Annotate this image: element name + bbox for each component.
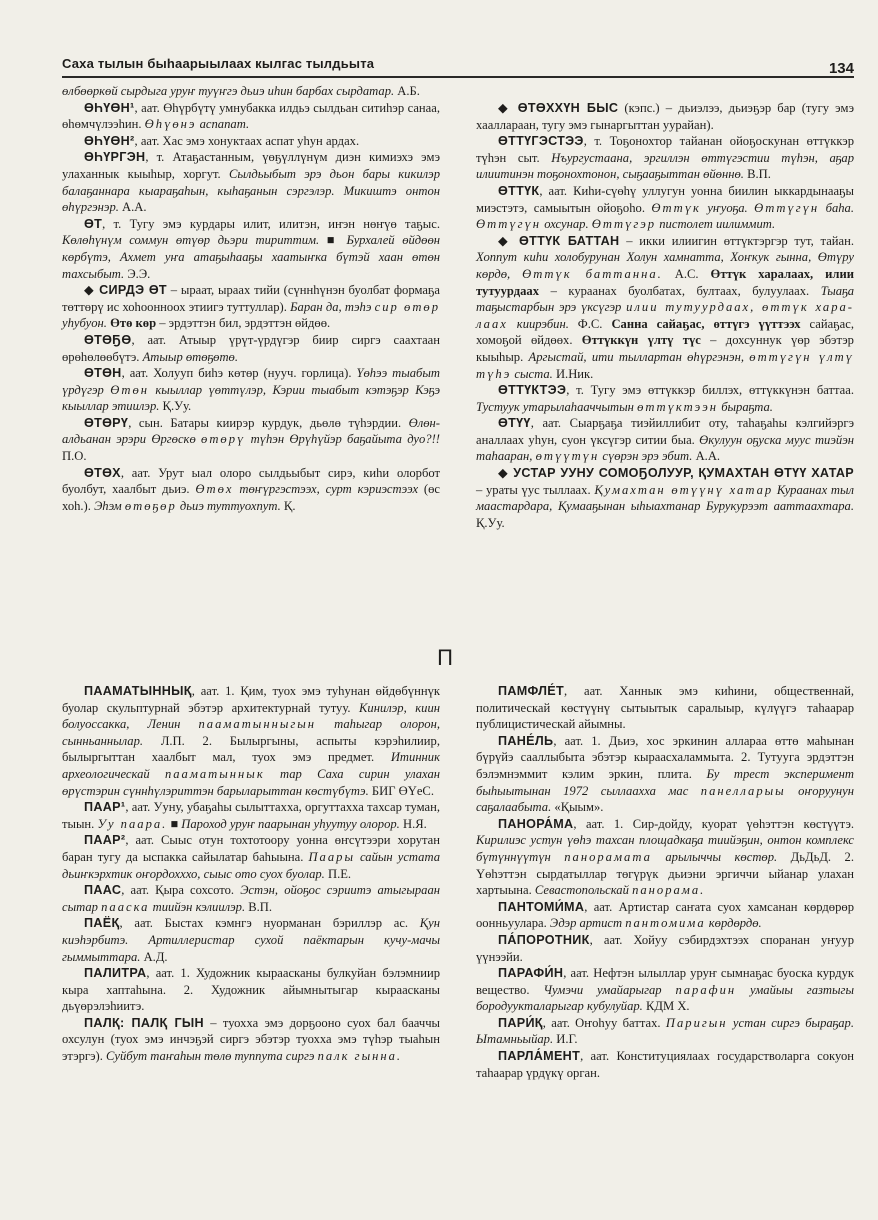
entry-text: ■: [319, 233, 347, 248]
entry-text: парафин: [675, 982, 737, 997]
dictionary-entry: [476, 100, 854, 133]
headword: ПАНЕ́ЛЬ: [498, 733, 554, 748]
headword: ¹: [120, 800, 126, 815]
entry-text: панорама.: [632, 883, 706, 898]
entry-text: , аат. Быстах кэмнгэ нуорманан бэриллэр ас.: [119, 916, 420, 931]
entry-text: Өттүк баттанна.: [522, 266, 663, 281]
headword: ПАЛҚ: ПАЛҚ ГЫН: [84, 1015, 204, 1030]
entry-text: Суйбут таҥаһын төлө туппута сиргэ: [106, 1049, 318, 1064]
headword: ӨТ: [84, 216, 103, 231]
entry-text: – дохсуннук үөр эбэтэр кыыһыр.: [476, 333, 854, 364]
entry-text: Паригын: [665, 1015, 728, 1030]
dictionary-entry: [62, 332, 440, 365]
dictionary-entry: [476, 233, 854, 382]
entry-text: дьиэ туттуохпут.: [176, 498, 281, 513]
entry-text: өтүүтүн: [535, 449, 600, 464]
headword: ПАМФЛЕ́Т: [498, 684, 564, 698]
dictionary-entry: [476, 932, 854, 965]
entry-text: сыста.: [511, 366, 553, 381]
entry-text: уҥуоҕа.: [700, 200, 755, 215]
headword: ПАРИ́Қ: [498, 1015, 543, 1030]
entry-text: , аат. Киһи-сүөһү уллугун уонна биилин ыккардынааҕы миэстэтэ, самыытын ойоҕоһо.: [476, 183, 854, 215]
entry-text: , аат. Нефтэн ылыллар уруҥ сымнаҕас буоска курдук вещество.: [476, 966, 854, 997]
entry-text: – эрдэттэн бил, эрдэттэн өйдөө.: [156, 316, 331, 331]
dictionary-entry: [62, 216, 440, 282]
entry-text: – икки илиигин өттүктэргэр тут, тайан.: [619, 233, 854, 248]
dictionary-entry: [476, 1015, 854, 1048]
entry-text: пааматынныгын: [198, 717, 317, 732]
entry-text: , т. Тугу эмэ курдары илит, илитэн, иҥэн нөҥүө таҕыс.: [102, 216, 440, 231]
headword: ӨҺҮРГЭН: [84, 150, 146, 165]
entry-text: – ыраат, ыраах тийи (сүннһүнэн буолбат формаҕа төттөрү ис хоһоонноох этиигэ туттуллар).: [62, 283, 440, 314]
entry-text: Уу паара.: [97, 816, 168, 831]
dictionary-entry: [62, 100, 440, 133]
entry-text: Севастопольскай: [534, 883, 633, 898]
entry-text: , аат. Оҥоһуу баттах.: [542, 1015, 666, 1030]
entry-text: сайын устата дьиҥкэрхтик оҥордохххо, сыыс ото суох буолар.: [62, 849, 441, 881]
dictionary-entry: [476, 183, 854, 233]
headword: ²: [120, 833, 126, 848]
entry-text: Атыыр өтөҕөтө.: [142, 349, 239, 364]
entry-text: Эстэн, ойоҕос сэриитэ атыгыраан сытар: [62, 883, 440, 914]
headword: ◆ СИРДЭ ӨТ: [84, 283, 167, 298]
entry-text: , аат. Өһүрбүтү умнубакка илдьэ сылдьан ситиһэр санаа, өһөмчүлээһин.: [62, 100, 440, 132]
column-bottom-left: [62, 683, 440, 1065]
entry-text: таһыгар олорон, сынньаннылар.: [62, 717, 440, 748]
entry-text: өттүктээн: [637, 399, 719, 414]
entry-text: , аат. Холууп биһэ көтөр (нууч. горлица).: [121, 366, 357, 381]
entry-text: сайаҕас, хомоҕой өйдөөх.: [476, 316, 854, 348]
entry-text: – кураанах буолбатах, бултаах, булуулаах.: [539, 283, 821, 298]
headword: ◆ ӨТӨХХҮН БЫС: [498, 101, 619, 115]
entry-text: өтөрү: [201, 432, 246, 447]
dictionary-entry: [62, 1015, 440, 1065]
entry-text: палк гынна.: [317, 1049, 403, 1064]
page-number: 134: [828, 60, 854, 77]
headword: ◆ ӨТТҮК БАТТАН: [498, 233, 620, 248]
dictionary-entry: [476, 733, 854, 816]
entry-text: Н.Я.: [399, 816, 427, 831]
headword: ПААР: [84, 800, 121, 815]
dictionary-entry: [62, 465, 440, 515]
entry-text: аспапат.: [196, 117, 250, 132]
entry-text: Қун киэһэрбитэ. Артиллеристар сухой паёктарын кучу-мачы гыммыттара.: [62, 916, 440, 964]
entry-text: Эдэр артист: [549, 916, 626, 931]
entry-text: өтөҕөр: [124, 498, 177, 513]
entry-text: А.Б.: [394, 84, 420, 98]
headword: ПААР: [84, 833, 121, 848]
entry-text: П.Е.: [324, 866, 352, 881]
column-bottom-right: [476, 683, 854, 1081]
entry-text: , аат. 1. Художник кыраасканы булкуйан бэлэмниир кыра хаптаһына. 2. Художник айымнытыгар кыраасканы дьүөрэлэһиитэ.: [62, 966, 440, 1014]
entry-text: Өттүк харалаах, илии тутуурдаах: [476, 266, 854, 298]
entry-text: , аат. Урут ыал олоро сылдьыбыт сирэ, киһи олорбот буолбут, хаалбыт дьиэ.: [62, 465, 440, 497]
entry-text: , аат. Сыарҕаҕа тиэйиллибит оту, таһаҕаһы кэлгийэргэ аналлаах уһун, суон үксүгэр ситии быа.: [476, 416, 854, 447]
entry-text: устан сиргэ быраҕар. Ытамньыйар.: [476, 1015, 855, 1047]
dictionary-entry: [62, 683, 440, 799]
entry-text: , аат. Ханнык эмэ киһини, общественнай, политическай көстүүнү сытыытык саралыыр, күлүүгэ таһаарар публицистическай айымны.: [476, 684, 854, 732]
entry-text: , аат. Хас эмэ хонуктаах аспат уһун ардах.: [134, 133, 360, 148]
dictionary-entry: [476, 1048, 854, 1081]
entry-text: , аат. Атыыр үрүт-үрдүгэр биир сиргэ саахтаан өрөһөлөөбүтэ.: [62, 332, 440, 364]
entry-text: панорамата: [564, 849, 652, 864]
entry-text: сир өтөр: [374, 299, 441, 314]
entry-text: оҥоруунун саҕалаабыта.: [476, 783, 854, 815]
entry-text: Тустуук утарылаһааччытын: [476, 399, 638, 414]
entry-text: А.С.: [662, 266, 711, 281]
headword: ◆ УСТАР УУНУ СОМОҔОЛУУР, ҚУМАХТАН ӨТҮҮ ХАТАР: [498, 466, 854, 481]
headword: ПА́ПОРОТНИК: [498, 932, 590, 947]
dictionary-entry: [476, 382, 854, 415]
dictionary-entry: [62, 415, 440, 465]
entry-text: В.П.: [743, 167, 771, 182]
entry-text: пааска: [101, 899, 150, 914]
dictionary-entry: [62, 915, 440, 965]
entry-text: төҥүргэстээх, сурт кэриэстээх: [233, 482, 419, 497]
dictionary-entry: [476, 965, 854, 1015]
headword: ПАНОРА́МА: [498, 816, 574, 831]
headword: ²: [130, 133, 135, 148]
entry-text: пантомима: [625, 916, 706, 931]
entry-text: киирэбин.: [507, 316, 569, 331]
running-title: Саха тылын быһаарыылаах кылгас тылдьыта: [62, 56, 375, 71]
headword: ПАРАФИ́Н: [498, 966, 564, 981]
entry-text: И.Ник.: [552, 366, 594, 381]
dictionary-entry: [62, 965, 440, 1015]
dictionary-entry: [476, 465, 854, 531]
entry-text: «Қыым».: [551, 800, 604, 815]
entry-text: охсунар.: [541, 217, 592, 232]
dictionary-entry: [476, 415, 854, 465]
entry-text: Аргыстай, ити тыллартан өһүргэнэн,: [528, 349, 750, 364]
headword: ӨТӨН: [84, 366, 122, 381]
headword: ӨҺҮӨН: [84, 100, 131, 115]
entry-text: Эһэм: [94, 498, 125, 513]
dictionary-entry: [62, 133, 440, 150]
entry-text: пистолет иилиммит.: [656, 217, 776, 232]
dictionary-entry: [62, 365, 440, 415]
entry-text: Баран да, тэһэ: [290, 299, 375, 314]
column-top-left: [62, 83, 440, 514]
entry-text: ДьДьД. 2. Үөһэттэн сырдатыллар төгүрүк дьиэни эргиччи ыйанар улахан хартыына.: [476, 849, 854, 898]
dictionary-entry: [62, 83, 440, 100]
entry-text: БИГ ӨҮеС.: [368, 783, 434, 798]
entry-text: Қ.Уу.: [476, 515, 505, 530]
entry-text: Тыаҕа таҕыстарбын эрэ үксүгэр: [476, 283, 854, 315]
entry-text: (өс хоһ.).: [62, 482, 440, 513]
entry-text: П.О.: [62, 449, 87, 464]
entry-text: Өттүккүн үлтү түс: [581, 333, 701, 348]
entry-text: уһубуон.: [62, 316, 107, 331]
dictionary-entry: [62, 282, 440, 332]
entry-text: Өтө көр: [106, 316, 157, 331]
entry-text: Чумэчи умайарыгар: [543, 982, 676, 997]
entry-text: Кураанах тыл маастардара, Қумааҕынан ыһыахтанар Бурукурээт ааттаахтара.: [476, 482, 854, 514]
entry-text: тар Саха сирин улахан өрүстэрин сүннһүлэриттэн барыларыттан көстүбүтэ.: [62, 766, 440, 798]
entry-text: Өлөн-алдьанан эрэри Өргөскө: [62, 415, 440, 447]
column-top-right: [476, 100, 854, 531]
entry-text: А.Д.: [140, 949, 168, 964]
dictionary-entry: [476, 133, 854, 183]
entry-text: Өһүөнэ: [144, 117, 197, 132]
headword: ПАЁҚ: [84, 916, 120, 931]
headword: ӨТӨҔӨ: [84, 332, 132, 347]
entry-text: Өтөн: [110, 382, 149, 397]
headword: ӨҺҮӨН: [84, 133, 131, 148]
entry-text: – туохха эмэ дорҕооно суох бал бааччы охсулун (туох эмэ инчэҕэй сиргэ эбэтэр туохха эмэ түһэр тыаһын этэргэ).: [62, 1015, 440, 1064]
entry-text: умайыы газтыгы бородуукталарыгар кубулуйар.: [476, 982, 854, 1014]
entry-text: А.А.: [118, 200, 147, 215]
entry-text: В.П.: [245, 899, 273, 914]
entry-text: ■: [167, 816, 182, 831]
headword: ӨТТҮГЭСТЭЭ: [498, 134, 584, 149]
entry-text: И.Г.: [553, 1032, 578, 1047]
entry-text: Өттүк: [651, 200, 701, 215]
entry-text: Пароход уруҥ паарынан уһуутуу олорор.: [181, 816, 400, 831]
entry-text: Қумахтан өтүүнү хатар: [594, 482, 774, 497]
entry-text: Бурхалей өйдөөн көрбүтэ, Ахмет уҥа атаҕыһааҕы хаатыҥка бүтэй хаан өтөн тахсыбыт.: [62, 233, 441, 281]
headword: ӨТҮҮ: [498, 416, 531, 431]
entry-text: , т. Тоҕонохтор тайанан ойоҕоскунан өттүккэр түһэн сыт.: [476, 134, 854, 165]
entry-text: , аат. Ууну, убаҕаһы сылыттахха, оргуттахха тахсар туман, тыын.: [62, 800, 440, 831]
entry-text: , аат. 1. Дьиэ, хос эркинин аллараа өттө маһынан бүрүйэ сааллыбыта эбэтэр кыраасхаламмыта. 2. Тутууга эрдэттэн бэлэмнэммит кэлим эркин, плита.: [476, 733, 854, 781]
dictionary-entry: [62, 882, 440, 915]
dictionary-entry: [476, 899, 854, 932]
entry-text: Кинилэр, киин болуоссакка, Ленин: [62, 700, 440, 732]
entry-text: Итинник археологическай: [62, 750, 440, 781]
dictionary-entry: [62, 149, 440, 215]
headword: ПААМАТЫННЫҚ: [84, 684, 192, 698]
entry-text: А.А.: [692, 449, 721, 464]
entry-text: панелларыы: [700, 783, 786, 798]
entry-text: Қ.: [280, 498, 296, 513]
entry-text: арылыччы көстөр.: [651, 849, 778, 864]
dictionary-entry: [62, 832, 440, 882]
entry-text: быраҕта.: [718, 399, 773, 414]
section-letter: П: [437, 645, 453, 670]
entry-text: , аат. 1. Қим, туох эмэ туһунан өйдөбүннүк буолар скульптурнай эбэтэр архитектурнай тутуу.: [62, 684, 440, 715]
page-header: [62, 52, 854, 78]
entry-text: КДМ Х.: [642, 999, 690, 1014]
entry-text: тиийэн кэлиилэр.: [149, 899, 246, 914]
entry-text: , аат. Қыра сохсото.: [121, 883, 241, 898]
entry-text: Нъургустаана, эргиллэн өттүгэстии түһэн, аҕар илиитинэн тоҕонохтонон, сыҕааҕыттан өйөннө.: [476, 150, 855, 182]
headword: ПАНТОМИ́МА: [498, 899, 585, 914]
entry-text: өттүгүн үлтү түһэ: [476, 349, 854, 381]
dictionary-entry: [476, 816, 854, 899]
entry-text: өлбөөркөй сырдыга уруҥ туүҥгэ дьиэ иһин барбах сырдатар.: [62, 84, 395, 98]
headword: ¹: [130, 100, 135, 115]
entry-text: , сын. Батары киирэр курдук, дьөлө түһэрдии.: [128, 415, 409, 430]
entry-text: кыыллар үөттүлэр, Кэрии тыабыт кэтэҕэр Кэҕэ кыыллар этиилэр.: [62, 382, 440, 414]
entry-text: , аат. Сыыс отун тохтотоору уонна өҥсүтээри хорутан баран тугу да ыспакка сайылатар баһыына.: [62, 833, 440, 864]
entry-text: , аат. 1. Сир-дойду, куорат үөһэттэн көстүүтэ.: [573, 816, 854, 831]
entry-text: Өттүгүн: [476, 217, 542, 232]
entry-text: Л.П. 2. Былыргыны, аспыты кэрэһилиир, былыргыттан хаалбыт мал, туох эмэ предмет.: [62, 733, 440, 765]
headword: ПАРЛА́МЕНТ: [498, 1049, 581, 1064]
entry-text: Өкулуун оҕуска муус тиэйэн таһааран,: [476, 432, 855, 464]
entry-text: түһэн Өрүһүйэр баҕайыта дуо?!!: [245, 432, 440, 447]
entry-text: Көлөһүнүм соммун өтүөр дьэри тириттим.: [62, 233, 320, 248]
dictionary-entry: [476, 683, 854, 733]
entry-text: Өттүгүн: [754, 200, 820, 215]
entry-text: Бу трест эксперимент быһыытынан 1972 сыллаахха мас: [476, 766, 854, 798]
entry-text: Кирилиэс устун үөһэ тахсан площадкаҕа тиийэҕин, онтон комплекс бүтүннүүтүн: [476, 833, 854, 864]
entry-text: Сылдьыбыт эрэ дьон бары кикилэр балаҕаннара кыараҕаһын, кыһаҕанын сэргэлэр. Микиштэ онтон өһүргэнэр.: [62, 166, 440, 215]
entry-text: Өтөх: [195, 482, 234, 497]
entry-text: Санна сайаҕас, өттүгэ үүттээх: [611, 316, 801, 331]
headword: ӨТТҮКТЭЭ: [498, 383, 567, 398]
headword: ӨТӨХ: [84, 465, 121, 480]
entry-text: пааматыннык: [164, 766, 265, 781]
entry-text: Паары: [308, 849, 355, 864]
entry-text: Өттүгэр: [591, 217, 657, 232]
entry-text: көрдөрдө.: [705, 916, 762, 931]
entry-text: Үөһээ тыабыт үрдүгэр: [62, 366, 440, 397]
entry-text: , аат. Артистар саҥата суох хамсанан көрдөрөр оонньуулара.: [476, 899, 854, 931]
entry-text: , аат. Хойуу сэбирдэхтээх споранан уҥуур үүнээйи.: [476, 932, 854, 964]
headword: ПАЛИТРА: [84, 966, 147, 981]
entry-text: сүөрэн эрэ эбит.: [599, 449, 693, 464]
entry-text: Хоппут киһи холобурунан Холун хамнатта, Хоҥкук гынна, Өтүру көрдө,: [476, 250, 854, 281]
entry-text: баһа.: [819, 200, 854, 215]
entry-text: Қ.Уу.: [159, 399, 192, 414]
entry-text: , т. Тугу эмэ өттүккэр биллэх, өттүккүнэн баттаа.: [566, 383, 854, 398]
entry-text: (кэпс.) – дьиэлээ, дьиэҕэр бар (тугу эмэ хааллараан, тугу эмэ гынаргыттан уурайан).: [476, 101, 855, 132]
headword: ӨТТҮК: [498, 183, 540, 198]
headword: ПААС: [84, 883, 122, 898]
entry-text: илии тутуурдаах, өттүк хара-лаах: [476, 300, 854, 331]
entry-text: , т. Атаҕастанным, үөҕүллүнүм диэн кимиэхэ эмэ улаханнык кыыһыр, хоргут.: [62, 150, 440, 181]
dictionary-entry: [62, 799, 440, 832]
entry-text: Ф.С.: [568, 316, 612, 331]
entry-text: , аат. Конституциялаах государстволарга сокуон таһаарар үрдүкү орган.: [476, 1049, 854, 1080]
entry-text: Э.Э.: [124, 266, 151, 281]
entry-text: – ураты үус тыллаах.: [476, 482, 595, 497]
headword: ӨТӨРҮ: [84, 415, 129, 430]
